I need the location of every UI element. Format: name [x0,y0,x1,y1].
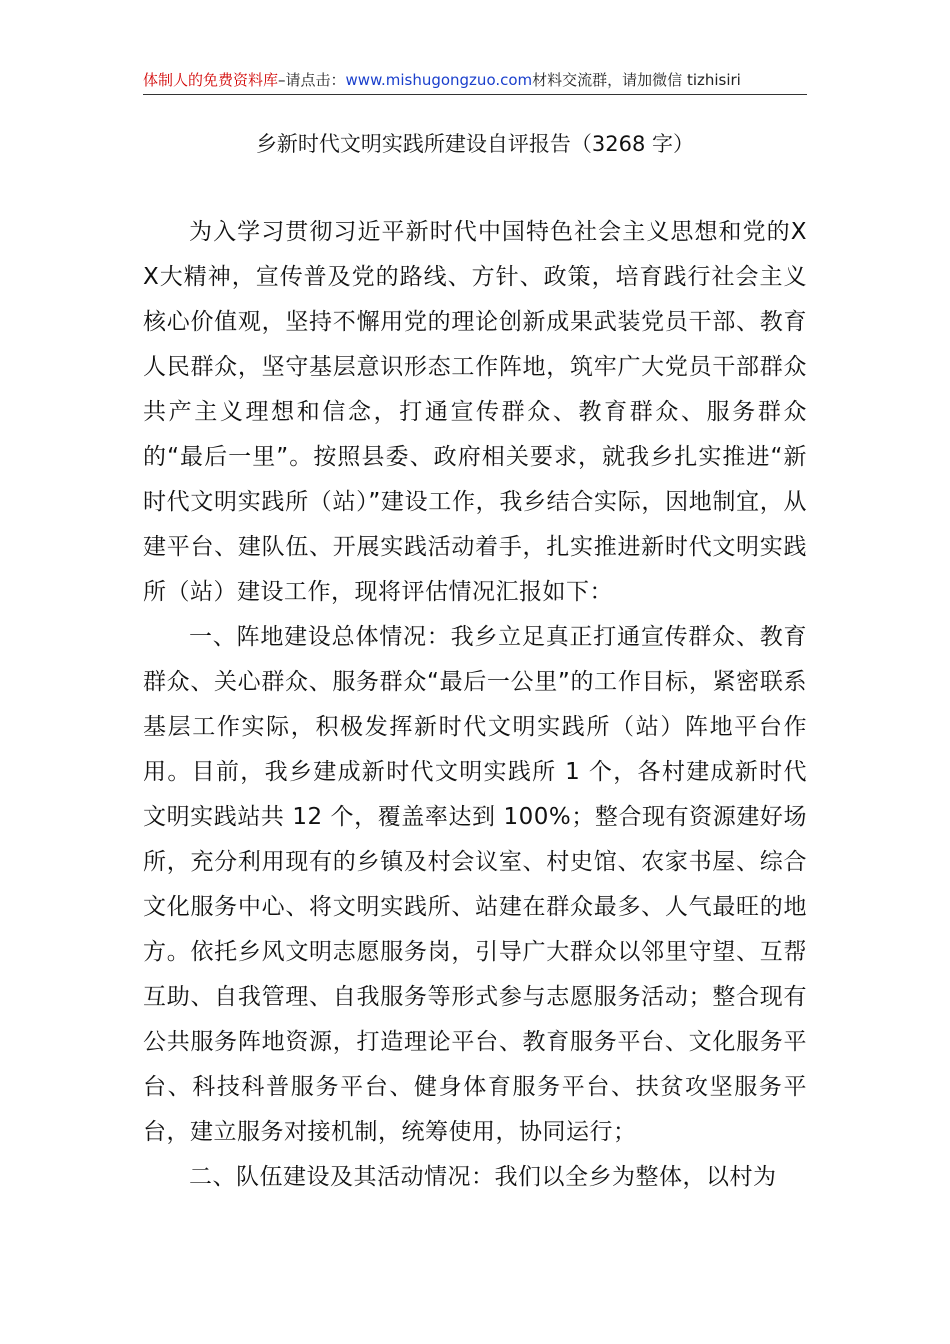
paragraph-section-1: 一、阵地建设总体情况：我乡立足真正打通宣传群众、教育群众、关心群众、服务群众“最后一公里”的工作目标，紧密联系基层工作实际，积极发挥新时代文明实践所（站）阵地平台作用。目前，我乡建成新时代文明实践所 1 个，各村建成新时代文明实践站共 12 个，覆盖率达到 100%；整合现有资源建好场所，充分利用现有的乡镇及村会议室、村史馆、农家书屋、综合文化服务中心、将文明实践所、站建在群众最多、人气最旺的地方。依托乡风文明志愿服务岗，引导广大群众以邻里守望、互帮互助、自我管理、自我服务等形式参与志愿服务活动；整合现有公共服务阵地资源，打造理论平台、教育服务平台、文化服务平台、科技科普服务平台、健身体育服务平台、扶贫攻坚服务平台，建立服务对接机制，统筹使用，协同运行； [143,624,807,1145]
page-header [143,66,807,95]
paragraph-intro: 为入学习贯彻习近平新时代中国特色社会主义思想和党的XX大精神，宣传普及党的路线、方针、政策，培育践行社会主义核心价值观，坚持不懈用党的理论创新成果武装党员干部、教育人民群众，坚守基层意识形态工作阵地，筑牢广大党员干部群众共产主义理想和信念，打通宣传群众、教育群众、服务群众的“最后一里”。按照县委、政府相关要求，就我乡扎实推进“新时代文明实践所（站）”建设工作，我乡结合实际，因地制宜，从建平台、建队伍、开展实践活动着手，扎实推进新时代文明实践所（站）建设工作，现将评估情况汇报如下： [143,219,807,605]
header-prompt: –请点击： [278,71,346,89]
header-brand: 体制人的免费资料库 [143,71,279,89]
header-note: 材料交流群，请加微信 tizhisiri [532,71,741,89]
header-website-link[interactable]: www.mishugongzuo.com [345,71,533,89]
document-body [143,210,807,1200]
paragraph-section-2: 二、队伍建设及其活动情况：我们以全乡为整体，以村为 [189,1164,777,1190]
document-title: 乡新时代文明实践所建设自评报告（3268 字） [255,132,695,156]
